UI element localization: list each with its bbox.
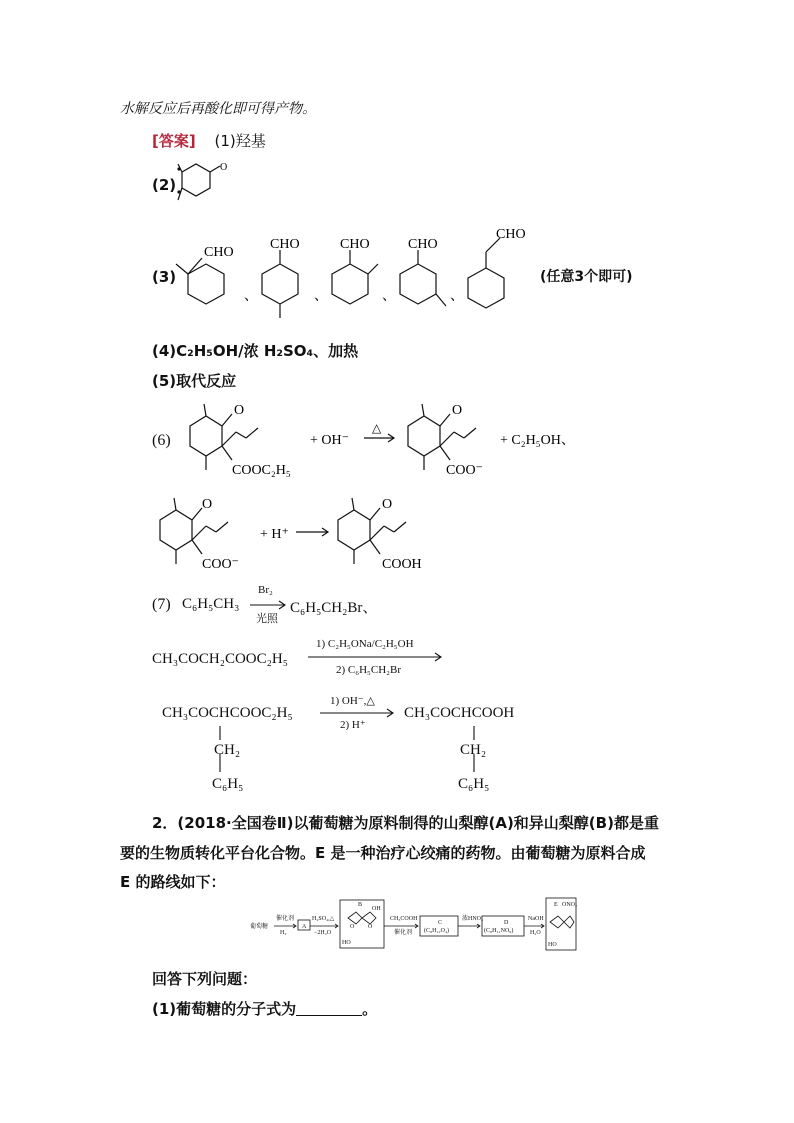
ch2-right: CH₂ [460,742,487,758]
light-condition: 光照 [256,612,278,625]
compound-d-formula: (C₈H₁₁NO₆) [484,928,514,934]
compound-d: D [504,920,509,926]
arrow-7-3 [318,708,398,718]
answer-6-reaction-1 [182,398,592,488]
o-3: O [202,497,213,512]
alkylated-ester: CH₃COCHCOOC₂H₅ [162,705,293,721]
step-1-below: H₂ [280,930,287,936]
step-3-below: 催化剂 [394,930,413,936]
answer-4: (4)C₂H₅OH/浓 H₂SO₄、加热 [152,342,359,360]
separator-2: 、 [314,289,328,304]
step-4-above: 浓HNO₃ [462,916,484,922]
heat-1: △ [372,421,382,435]
e-ono2: ONO₂ [562,902,578,908]
question-prompt: 回答下列问题： [152,970,258,988]
reagent-7-3-below: 2) H⁺ [340,719,366,731]
final-acid: CH₃COCHCOOH [404,705,515,721]
answer-1: (1)羟基 [214,132,266,150]
arrow-7-1 [248,600,288,610]
o-2: O [452,403,463,418]
reagent-7-2-below: 2) C₆H₅CH₂Br [336,664,401,676]
compound-b-label: B [358,902,363,908]
toluene: C₆H₅CH₃ [182,596,240,612]
cho-4: CHO [408,237,438,252]
step-5-below: H₂O [530,930,541,936]
b-o-1: O [350,924,355,930]
carboxylic-acid: COOH [382,557,422,572]
cho-1: CHO [204,245,234,260]
carboxylate-1: COO⁻ [446,463,483,478]
answer-tag: [答案] [152,132,196,150]
o-4: O [382,497,393,512]
o-1: O [234,403,245,418]
separator-3: 、 [382,289,396,304]
question-2-line-2: 要的生物质转化平台化合物。E 是一种治疗心绞痛的药物。由葡萄糖为原料合成 [120,844,646,862]
compound-c-formula: (C₈H₁₂O₄) [424,928,450,934]
answer-heading [152,130,266,151]
answer-5: (5)取代反应 [152,372,237,390]
ester-group: COOC₂H₅ [232,463,291,478]
answer-2-structure [168,160,228,216]
cho-2: CHO [270,237,300,252]
intro-line: 水解反应后再酸化即可得产物。 [120,101,316,117]
proton: + H⁺ [260,527,289,542]
b-oh: OH [372,906,381,912]
e-ho: HO [548,942,557,948]
cho-5: CHO [496,227,526,242]
answer-2-number: (2) [152,176,177,194]
step-3-above: CH₃COOH [390,916,418,922]
question-2-line-1: 2．(2018·全国卷Ⅱ)以葡萄糖为原料制得的山梨醇(A)和异山梨醇(B)都是重 [152,814,659,832]
synthesis-scheme [248,896,578,952]
step-1-above: 催化剂 [276,916,295,922]
answer-6-reaction-2 [152,492,452,578]
separator-1: 、 [244,289,258,304]
step-2-above: H₂SO₄,△ [312,916,335,922]
glucose-label: 葡萄糖 [250,924,269,930]
answer-3-number: (3) [152,268,177,286]
carbonyl-o: O [220,162,228,173]
ethyl-acetoacetate: CH₃COCH₂COOC₂H₅ [152,651,288,667]
step-2-below: −2H₂O [314,930,332,936]
bromine-reagent: Br₂ [258,584,273,596]
reagent-7-2-above: 1) C₂H₅ONa/C₂H₅OH [316,638,414,650]
compound-a: A [302,924,307,930]
substituent-bonds [160,722,500,802]
cho-3: CHO [340,237,370,252]
question-2-part-1-end: 。 [362,1000,378,1018]
phenyl-right: C₆H₅ [458,776,490,792]
answer-3-note: (任意3个即可) [540,269,633,285]
answer-7-number: (7) [152,596,171,613]
answer-blank[interactable] [296,1015,362,1016]
compound-e-label: E [554,902,558,908]
answer-6-number: (6) [152,432,171,449]
b-o-2: O [368,924,373,930]
separator-4: 、 [450,289,464,304]
hydroxide: + OH⁻ [310,433,350,448]
benzyl-bromide: C₆H₅CH₂Br、 [290,600,378,616]
ch2-left: CH₂ [214,742,241,758]
arrow-7-2 [306,652,446,662]
ethanol-product: + C₂H₅OH、 [500,433,575,448]
step-5-above: NaOH [528,916,544,922]
reagent-7-3-above: 1) OH⁻,△ [330,695,375,707]
question-2-part-1-text: (1)葡萄糖的分子式为 [152,1000,297,1018]
question-2-part-1 [152,998,377,1019]
b-ho: HO [342,940,351,946]
compound-c: C [438,920,443,926]
carboxylate-2: COO⁻ [202,557,239,572]
phenyl-left: C₆H₅ [212,776,244,792]
question-2-line-3: E 的路线如下： [120,873,226,891]
